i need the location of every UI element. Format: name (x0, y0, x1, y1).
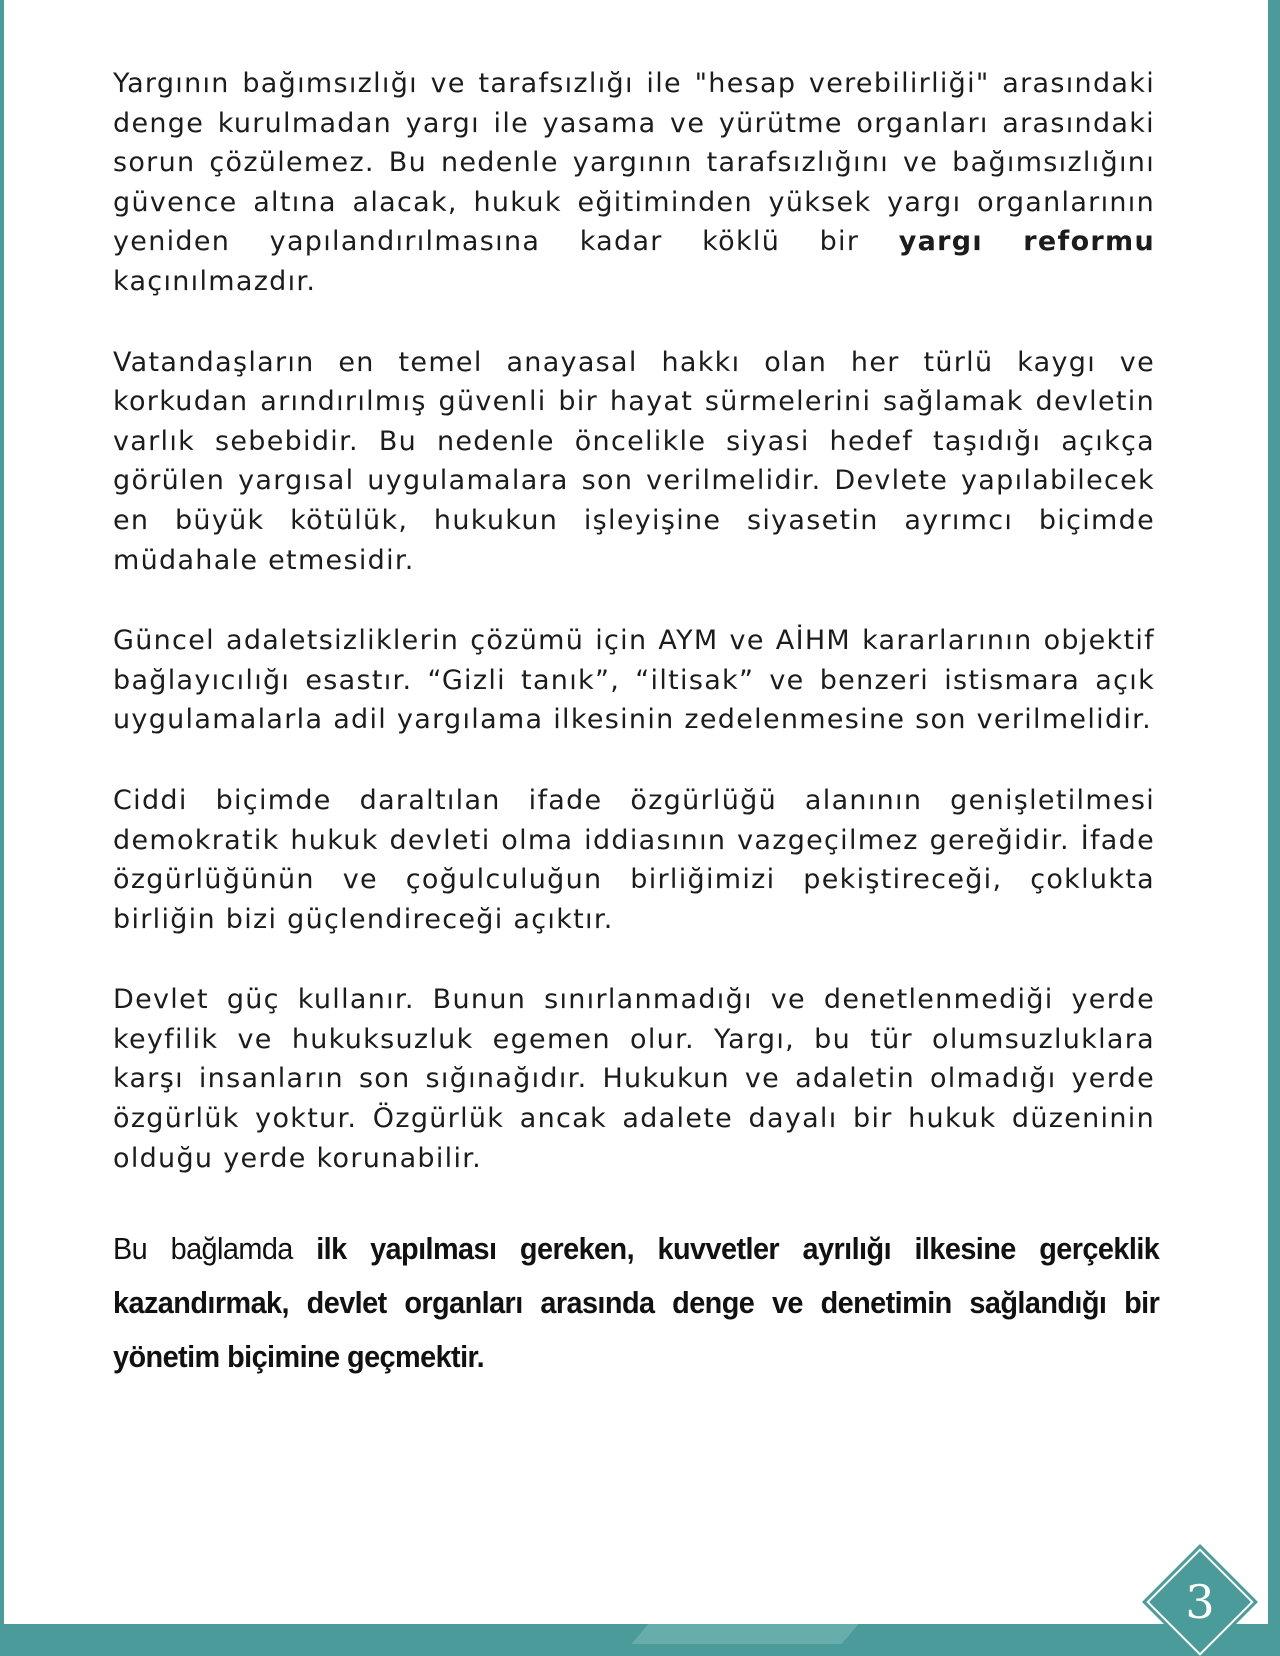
paragraph-aym-aihm (113, 621, 1155, 740)
paragraph-text: Ciddi biçimde daraltılan ifade özgürlüğü alanının genişletilmesi demokratik hukuk devleti olma iddiasının vazgeçilmez gereğidir. İfade özgürlüğünün ve çoğulculuğun birliğimizi pekiştireceği, çoklukta birliğin bizi güçlendireceği açıktır. (113, 784, 1155, 935)
paragraph-judicial-reform (113, 64, 1155, 302)
page-number: 3 (1185, 1575, 1215, 1629)
conclusion-statement (113, 1222, 1159, 1384)
conclusion-emphasis: ilk yapılması gereken, kuvvetler ayrılığı ilkesine gerçeklik kazandırmak, devlet organları arasında denge ve denetimin sağlandığı bir yönetim biçimine geçmektir. (113, 1231, 1160, 1375)
document-body (113, 64, 1160, 1384)
emphasis-yargi-reformu: yargı reformu (898, 226, 1155, 258)
conclusion-lead: Bu bağlamda (113, 1231, 317, 1267)
paragraph-state-power (113, 980, 1155, 1178)
paragraph-text-tail: kaçınılmazdır. (113, 265, 317, 297)
paragraph-text: Vatandaşların en temel anayasal hakkı olan her türlü kaygı ve korkudan arındırılmış güvenli bir hayat sürmelerini sağlamak devletin varlık sebebidir. Bu nedenle öncelikle siyasi hedef taşıdığı açıkça görülen yargısal uygulamalara son verilmelidir. Devlete yapılabilecek en büyük kötülük, hukukun işleyişine siyasetin ayrımcı biçimde müdahale etmesidir. (113, 346, 1155, 576)
paragraph-text: Devlet güç kullanır. Bunun sınırlanmadığı ve denetlenmediği yerde keyfilik ve hukuksuzluk egemen olur. Yargı, bu tür olumsuzluklara karşı insanların son sığınağıdır. Hukukun ve adaletin olmadığı yerde özgürlük yoktur. Özgürlük ancak adalete dayalı bir hukuk düzeninin olduğu yerde korunabilir. (113, 984, 1155, 1174)
footer-band (0, 1624, 1280, 1644)
paragraph-text: Güncel adaletsizliklerin çözümü için AYM ve AİHM kararlarının objektif bağlayıcılığı esastır. “Gizli tanık”, “iltisak” ve benzeri istismara açık uygulamalarla adil yargılama ilkesinin zedelenmesine son verilmelidir. (113, 625, 1155, 736)
paragraph-freedom-of-expression (113, 781, 1155, 939)
paragraph-safe-life (113, 343, 1155, 581)
paragraph-text: Yargının bağımsızlığı ve tarafsızlığı ile "hesap verebilirliği" arasındaki denge kurulmadan yargı ile yasama ve yürütme organları arasındaki sorun çözülemez. Bu nedenle yargının tarafsızlığını ve bağımsızlığını güvence altına alacak, hukuk eğitiminden yüksek yargı organlarının yeniden yapılandırılmasına kadar köklü bir (113, 68, 1155, 258)
